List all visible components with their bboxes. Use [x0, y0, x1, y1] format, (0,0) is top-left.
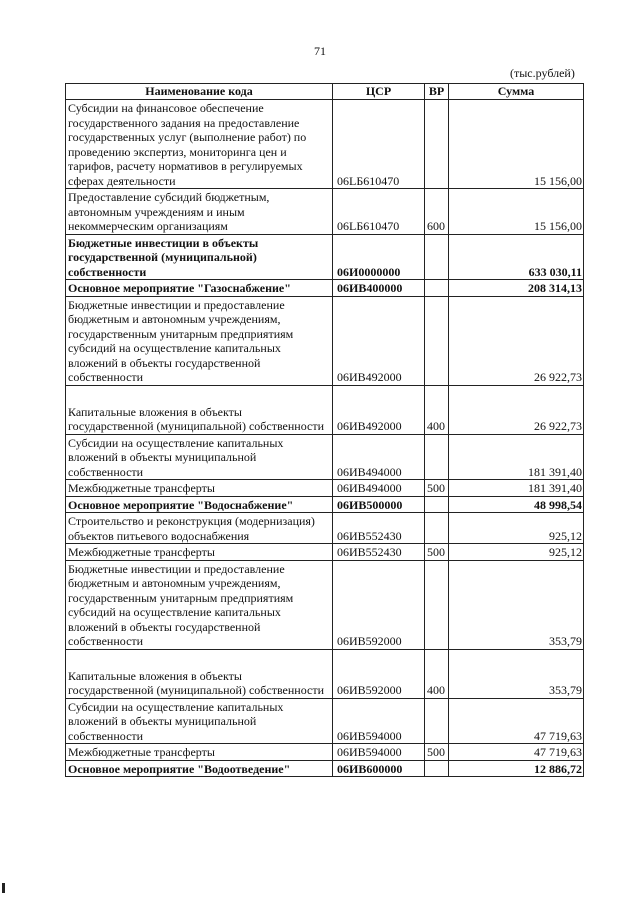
cell-amount: 353,79 — [449, 649, 584, 698]
cell-vr — [425, 560, 449, 649]
header-name: Наименование кода — [66, 84, 333, 100]
cell-amount: 633 030,11 — [449, 234, 584, 280]
table-row — [66, 234, 584, 280]
table-row — [66, 496, 584, 513]
table-row — [66, 385, 584, 434]
cell-vr: 600 — [425, 189, 449, 235]
cell-amount: 181 391,40 — [449, 434, 584, 480]
cell-name: Капитальные вложения в объекты государственной (муниципальной) собственности — [66, 649, 333, 698]
cell-vr: 500 — [425, 544, 449, 561]
cell-vr: 500 — [425, 744, 449, 761]
cell-csr: 06ИВ492000 — [333, 296, 425, 385]
cell-csr: 06ИВ592000 — [333, 649, 425, 698]
cell-csr: 06ИВ594000 — [333, 698, 425, 744]
cell-amount: 48 998,54 — [449, 496, 584, 513]
cell-csr: 06LБ610470 — [333, 189, 425, 235]
cell-name: Основное мероприятие "Водоснабжение" — [66, 496, 333, 513]
cell-name: Субсидии на осуществление капитальных вложений в объекты муниципальной собственности — [66, 698, 333, 744]
table-row — [66, 100, 584, 189]
table-row — [66, 296, 584, 385]
cell-amount: 12 886,72 — [449, 760, 584, 777]
cell-amount: 26 922,73 — [449, 296, 584, 385]
table-row — [66, 649, 584, 698]
cell-amount: 47 719,63 — [449, 744, 584, 761]
cell-vr — [425, 496, 449, 513]
units-label: (тыс.рублей) — [510, 66, 575, 80]
cell-amount: 353,79 — [449, 560, 584, 649]
table-row — [66, 280, 584, 297]
cell-vr — [425, 513, 449, 544]
cell-csr: 06ИВ492000 — [333, 385, 425, 434]
table-header-row — [66, 84, 584, 100]
cell-csr: 06ИВ594000 — [333, 744, 425, 761]
table-row — [66, 744, 584, 761]
cell-name: Бюджетные инвестиции в объекты государственной (муниципальной) собственности — [66, 234, 333, 280]
cell-vr: 400 — [425, 385, 449, 434]
cell-csr: 06ИВ552430 — [333, 544, 425, 561]
cell-vr — [425, 698, 449, 744]
cell-vr — [425, 280, 449, 297]
cell-csr: 06ИВ552430 — [333, 513, 425, 544]
cell-amount: 47 719,63 — [449, 698, 584, 744]
cell-csr: 06LБ610470 — [333, 100, 425, 189]
cell-name: Капитальные вложения в объекты государственной (муниципальной) собственности — [66, 385, 333, 434]
table-row — [66, 513, 584, 544]
cell-name: Межбюджетные трансферты — [66, 480, 333, 497]
table-row — [66, 434, 584, 480]
cell-name: Субсидии на осуществление капитальных вложений в объекты муниципальной собственности — [66, 434, 333, 480]
cell-vr — [425, 296, 449, 385]
table-row — [66, 560, 584, 649]
table-row — [66, 698, 584, 744]
cell-name: Субсидии на финансовое обеспечение государственного задания на предоставление государственных услуг (выполнение работ) по проведению экспертиз, мониторинга цен и тарифов, расчету нормативов в регулируемых сферах деятельности — [66, 100, 333, 189]
cell-name: Строительство и реконструкция (модернизация) объектов питьевого водоснабжения — [66, 513, 333, 544]
header-amount: Сумма — [449, 84, 584, 100]
budget-table — [65, 83, 584, 777]
cell-csr: 06ИВ494000 — [333, 434, 425, 480]
cell-name: Основное мероприятие "Водоотведение" — [66, 760, 333, 777]
header-csr: ЦСР — [333, 84, 425, 100]
cell-amount: 15 156,00 — [449, 189, 584, 235]
cell-csr: 06ИВ592000 — [333, 560, 425, 649]
table-row — [66, 760, 584, 777]
cell-name: Бюджетные инвестиции и предоставление бюджетным и автономным учреждениям, государственным унитарным предприятиям субсидий на осуществление капитальных вложений в объекты государственной собственности — [66, 560, 333, 649]
cell-name: Межбюджетные трансферты — [66, 744, 333, 761]
page-number: 71 — [314, 44, 326, 58]
cell-amount: 15 156,00 — [449, 100, 584, 189]
cell-name: Бюджетные инвестиции и предоставление бюджетным и автономным учреждениям, государственным унитарным предприятиям субсидий на осуществление капитальных вложений в объекты государственной собственности — [66, 296, 333, 385]
cell-csr: 06ИВ400000 — [333, 280, 425, 297]
cell-amount: 208 314,13 — [449, 280, 584, 297]
header-vr: ВР — [425, 84, 449, 100]
table-row — [66, 480, 584, 497]
cell-csr: 06ИВ494000 — [333, 480, 425, 497]
cell-vr: 400 — [425, 649, 449, 698]
cell-csr: 06И0000000 — [333, 234, 425, 280]
cell-amount: 925,12 — [449, 513, 584, 544]
cell-vr — [425, 760, 449, 777]
cell-amount: 181 391,40 — [449, 480, 584, 497]
cell-csr: 06ИВ600000 — [333, 760, 425, 777]
cell-name: Межбюджетные трансферты — [66, 544, 333, 561]
table-row — [66, 544, 584, 561]
scan-mark — [2, 883, 5, 893]
cell-amount: 26 922,73 — [449, 385, 584, 434]
cell-vr: 500 — [425, 480, 449, 497]
cell-name: Основное мероприятие "Газоснабжение" — [66, 280, 333, 297]
cell-csr: 06ИВ500000 — [333, 496, 425, 513]
table-row — [66, 189, 584, 235]
cell-vr — [425, 100, 449, 189]
cell-name: Предоставление субсидий бюджетным, автономным учреждениям и иным некоммерческим организациям — [66, 189, 333, 235]
cell-vr — [425, 234, 449, 280]
cell-vr — [425, 434, 449, 480]
cell-amount: 925,12 — [449, 544, 584, 561]
